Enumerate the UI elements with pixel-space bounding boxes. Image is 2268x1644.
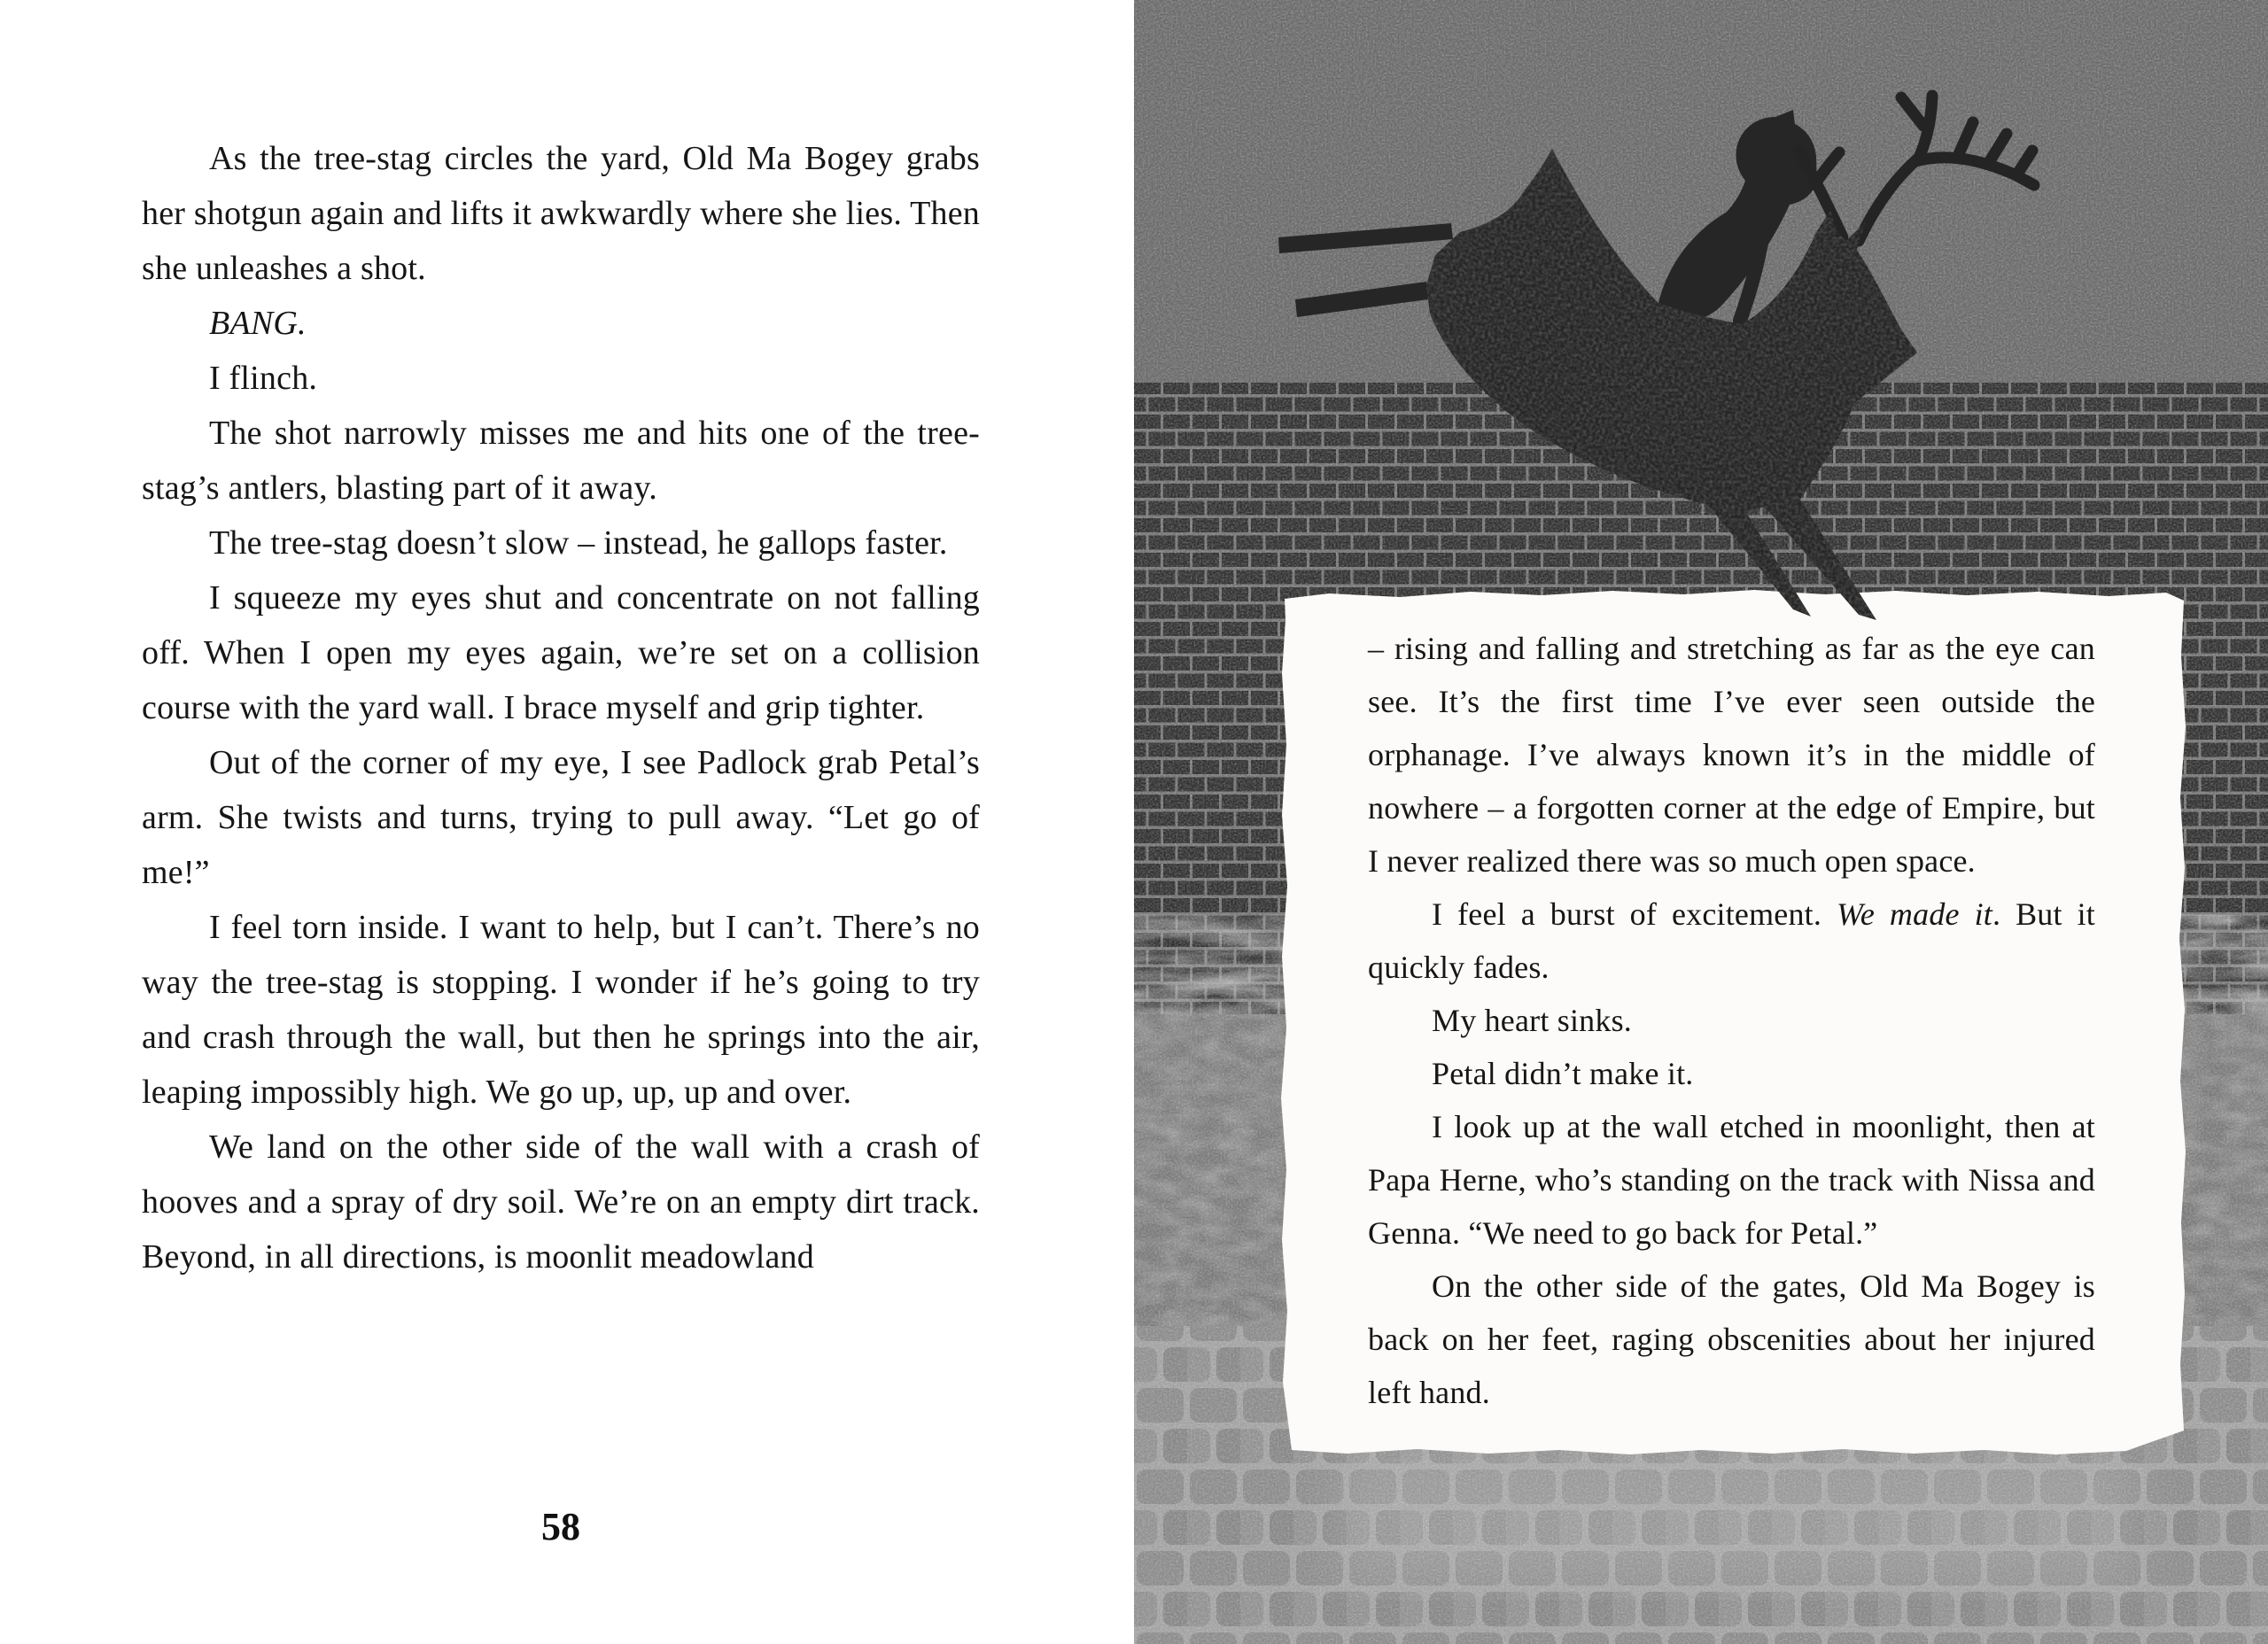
right-page (1134, 0, 2268, 1644)
left-page-text: As the tree-stag circles the yard, Old Ma Bogey grabs her shotgun again and lifts it awkwardly where she lies. Then she unleashes a shot. BANG. I flinch. The shot narrowly misses me and hits one of the tree-stag’s antlers, blasting part of it away. The tree-stag doesn’t slow – instead, he gallops faster. I squeeze my eyes shut and concentrate on not falling off. When I open my eyes again, we’re set on a collision course with the yard wall. I brace myself and grip tighter. Out of the corner of my eye, I see Padlock grab Petal’s arm. She twists and turns, trying to pull away. “Let go of me!” I feel torn inside. I want to help, but I can’t. There’s no way the tree-stag is stopping. I wonder if he’s going to try and crash through the wall, but then he springs into the air, leaping impossibly high. We go up, up, up and over. We land on the other side of the wall with a crash of hooves and a spray of dry soil. We’re on an empty dirt track. Beyond, in all directions, is moonlit meadowland (142, 140, 980, 1276)
page-number: 58 (541, 1505, 580, 1548)
text-panel-text: – rising and falling and stretching as far as the eye can see. It’s the first time I’ve ever seen outside the orphanage. I’ve always known it’s in the middle of nowhere – a forgotten corner at the edge of Empire, but I never realized there was so much open space. I feel a burst of excitement. We made it. But it quickly fades. My heart sinks. Petal didn’t make it. I look up at the wall etched in moonlight, then at Papa Herne, who’s standing on the track with Nissa and Genna. “We need to go back for Petal.” On the other side of the gates, Old Ma Bogey is back on her feet, raging obscenities about her injured left hand. (1368, 631, 2095, 1410)
